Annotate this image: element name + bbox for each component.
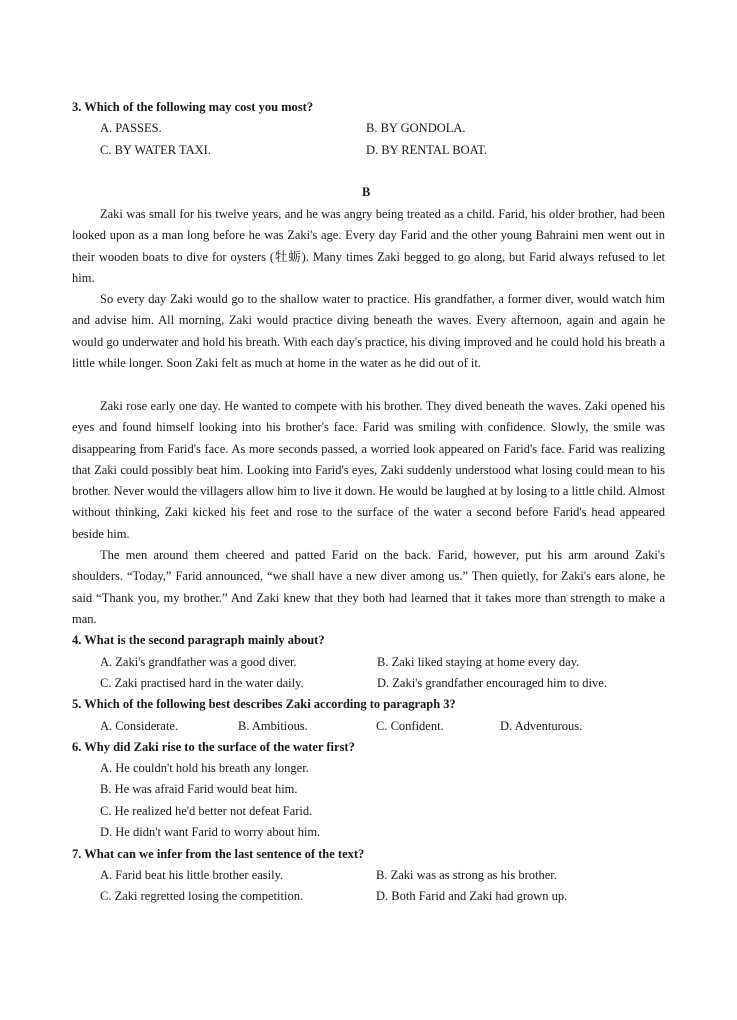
q3-option-d: D. BY RENTAL BOAT. (366, 143, 488, 157)
q5-option-b: B. Ambitious. (238, 719, 308, 733)
section-heading: B (362, 185, 371, 199)
q6-option-a: A. He couldn't hold his breath any longer. (100, 761, 309, 775)
q5-option-c: C. Confident. (376, 719, 444, 733)
q7-option-b: B. Zaki was as strong as his brother. (376, 868, 557, 882)
q7-option-c: C. Zaki regretted losing the competition. (100, 889, 304, 903)
question-3: 3. Which of the following may cost you most? (72, 100, 314, 114)
q3-option-b: B. BY GONDOLA. (366, 121, 466, 135)
q5-option-d: D. Adventurous. (500, 719, 583, 733)
passage-paragraph-3: Zaki rose early one day. He wanted to compete with his brother. They dived beneath the waves. Zaki opened his eyes and found himself looking into his brother's face. Farid was smiling with confidence. Slowly, the smile was disappearing from Farid's face. As more seconds passed, a worried look appeared on Farid's face. Farid was realizing that Zaki could possibly beat him. Looking into Farid's eyes, Zaki suddenly understood what losing could mean to his brother. Never would the villagers allow him to live it down. He would be laughed at by losing to a little child. Almost without thinking, Zaki kicked his feet and rose to the surface of the water a second before Farid's head appeared beside him. (72, 399, 665, 541)
question-5: 5. Which of the following best describes Zaki according to paragraph 3? (72, 697, 456, 711)
q6-option-d: D. He didn't want Farid to worry about him. (100, 825, 321, 839)
q4-option-c: C. Zaki practised hard in the water daily. (100, 676, 304, 690)
q6-option-c: C. He realized he'd better not defeat Farid. (100, 804, 313, 818)
q7-option-d: D. Both Farid and Zaki had grown up. (376, 889, 568, 903)
question-7: 7. What can we infer from the last sentence of the text? (72, 847, 365, 861)
q3-option-a: A. PASSES. (100, 121, 162, 135)
q6-option-b: B. He was afraid Farid would beat him. (100, 782, 298, 796)
passage-paragraph-1: Zaki was small for his twelve years, and he was angry being treated as a child. Farid, his older brother, had been looked upon as a man long before he was Zaki's age. Every day Farid and the other young Bahraini men went out in their wooden boats to dive for oysters (牡蛎). Many times Zaki begged to go along, but Farid always refused to let him. (72, 207, 665, 285)
q3-option-c: C. BY WATER TAXI. (100, 143, 211, 157)
q4-option-a: A. Zaki's grandfather was a good diver. (100, 655, 297, 669)
q4-option-d: D. Zaki's grandfather encouraged him to dive. (377, 676, 607, 690)
q5-option-a: A. Considerate. (100, 719, 179, 733)
q7-option-a: A. Farid beat his little brother easily. (100, 868, 284, 882)
passage-paragraph-2: So every day Zaki would go to the shallow water to practice. His grandfather, a former diver, would watch him and advise him. All morning, Zaki would practice diving beneath the waves. Every afternoon, again and again he would go underwater and hold his breath. With each day's practice, his diving improved and he could hold his breath a little while longer. Soon Zaki felt as much at home in the water as he did out of it. (72, 292, 665, 370)
question-6: 6. Why did Zaki rise to the surface of the water first? (72, 740, 355, 754)
passage-paragraph-4: The men around them cheered and patted Farid on the back. Farid, however, put his arm around Zaki's shoulders. “Today,” Farid announced, “we shall have a new diver among us.” Then quietly, for Zaki's ears alone, he said “Thank you, my brother.” And Zaki knew that they both had learned that it takes more than strength to make a man. (72, 548, 665, 626)
q4-option-b: B. Zaki liked staying at home every day. (377, 655, 580, 669)
question-4: 4. What is the second paragraph mainly about? (72, 633, 325, 647)
